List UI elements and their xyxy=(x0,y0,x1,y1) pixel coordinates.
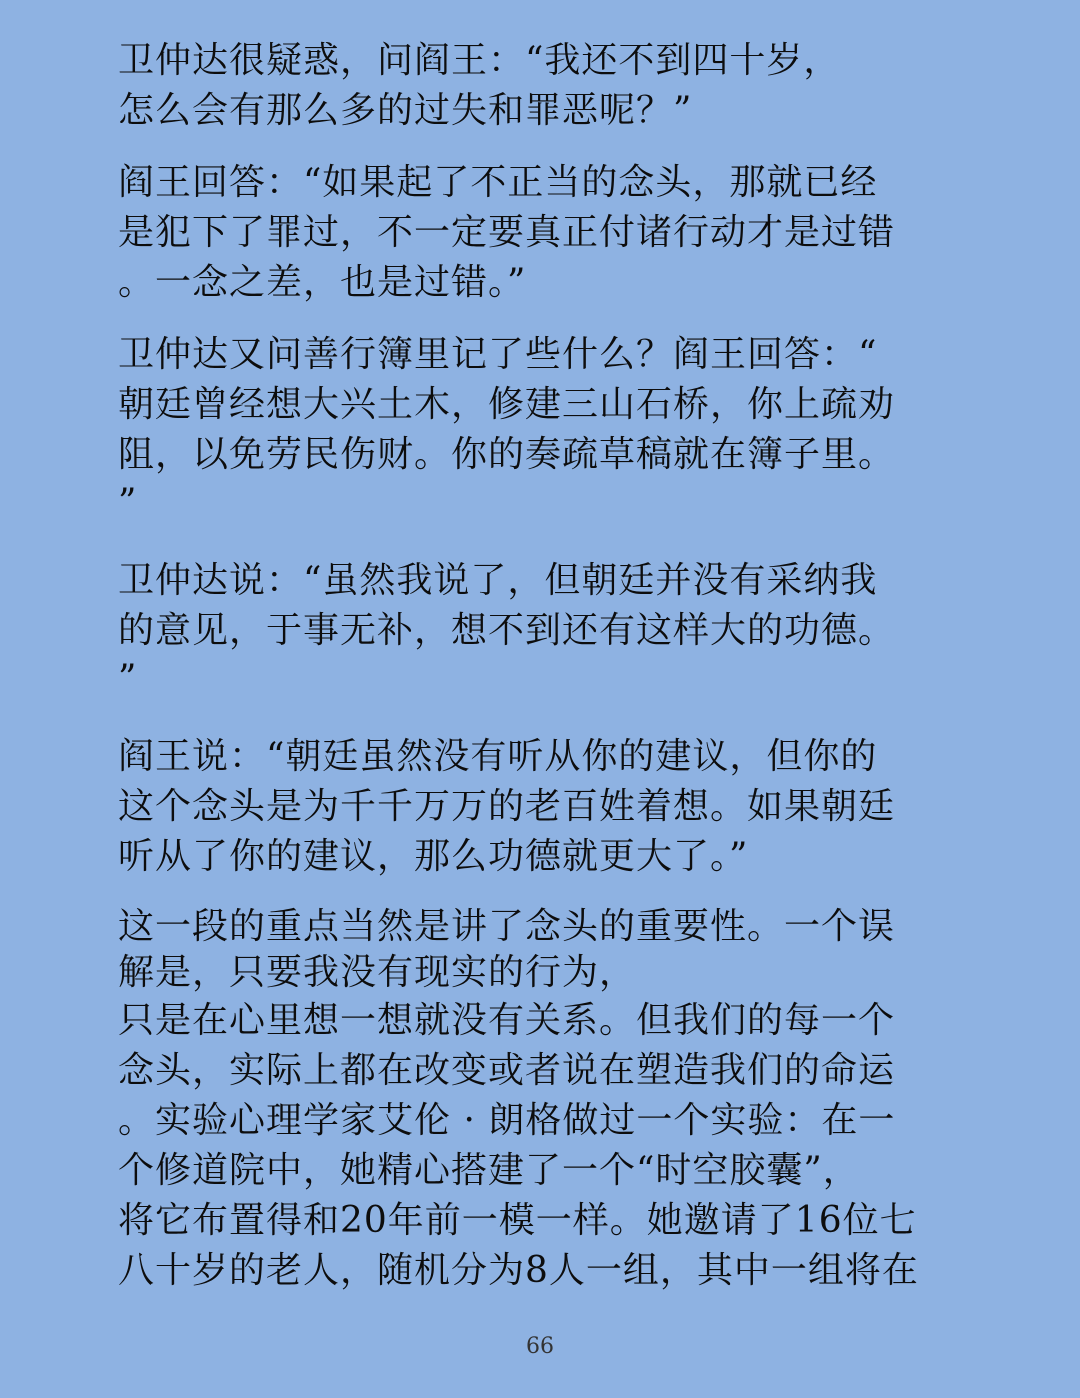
text-line: ” xyxy=(118,482,138,523)
page-number: 66 xyxy=(526,1334,554,1359)
text-line: 的意见，于事无补，想不到还有这样大的功德。 xyxy=(118,610,896,651)
text-line: 个修道院中，她精心搭建了一个“时空胶囊”， xyxy=(118,1150,860,1191)
text-line: 八十岁的老人，随机分为8人一组，其中一组将在 xyxy=(118,1250,919,1291)
text-line: 念头，实际上都在改变或者说在塑造我们的命运 xyxy=(118,1050,896,1091)
text-line: 卫仲达又问善行簿里记了些什么？阎王回答：“ xyxy=(118,334,878,375)
paragraph-4 xyxy=(118,556,958,702)
text-line: 阎王回答：“如果起了不正当的念头，那就已经 xyxy=(118,162,878,203)
page-content xyxy=(118,36,958,1296)
text-line: 卫仲达很疑惑，问阎王：“我还不到四十岁， xyxy=(118,40,841,81)
text-line: 阻，以免劳民伤财。你的奏疏草稿就在簿子里。 xyxy=(118,434,896,475)
text-line: 。一念之差，也是过错。” xyxy=(118,262,527,303)
text-line: 听从了你的建议，那么功德就更大了。” xyxy=(118,836,749,877)
text-line: ” xyxy=(118,658,138,699)
text-line: 卫仲达说：“虽然我说了，但朝廷并没有采纳我 xyxy=(118,560,878,601)
text-line: 怎么会有那么多的过失和罪恶呢？” xyxy=(118,90,693,131)
paragraph-3 xyxy=(118,330,958,526)
text-line: 。实验心理学家艾伦 · 朗格做过一个实验：在一 xyxy=(118,1100,896,1141)
text-line: 这个念头是为千千万万的老百姓着想。如果朝廷 xyxy=(118,786,896,827)
paragraph-6 xyxy=(118,904,958,1296)
text-line: 是犯下了罪过，不一定要真正付诸行动才是过错 xyxy=(118,212,896,253)
text-line: 朝廷曾经想大兴土木，修建三山石桥，你上疏劝 xyxy=(118,384,896,425)
text-line: 这一段的重点当然是讲了念头的重要性。一个误 xyxy=(118,906,896,947)
text-line: 只是在心里想一想就没有关系。但我们的每一个 xyxy=(118,1000,896,1041)
paragraph-5 xyxy=(118,732,958,882)
text-line: 阎王说：“朝廷虽然没有听从你的建议，但你的 xyxy=(118,736,878,777)
paragraph-2 xyxy=(118,158,958,308)
paragraph-1 xyxy=(118,36,958,136)
text-line: 将它布置得和20年前一模一样。她邀请了16位七 xyxy=(118,1200,917,1241)
text-line: 解是，只要我没有现实的行为， xyxy=(118,952,637,993)
